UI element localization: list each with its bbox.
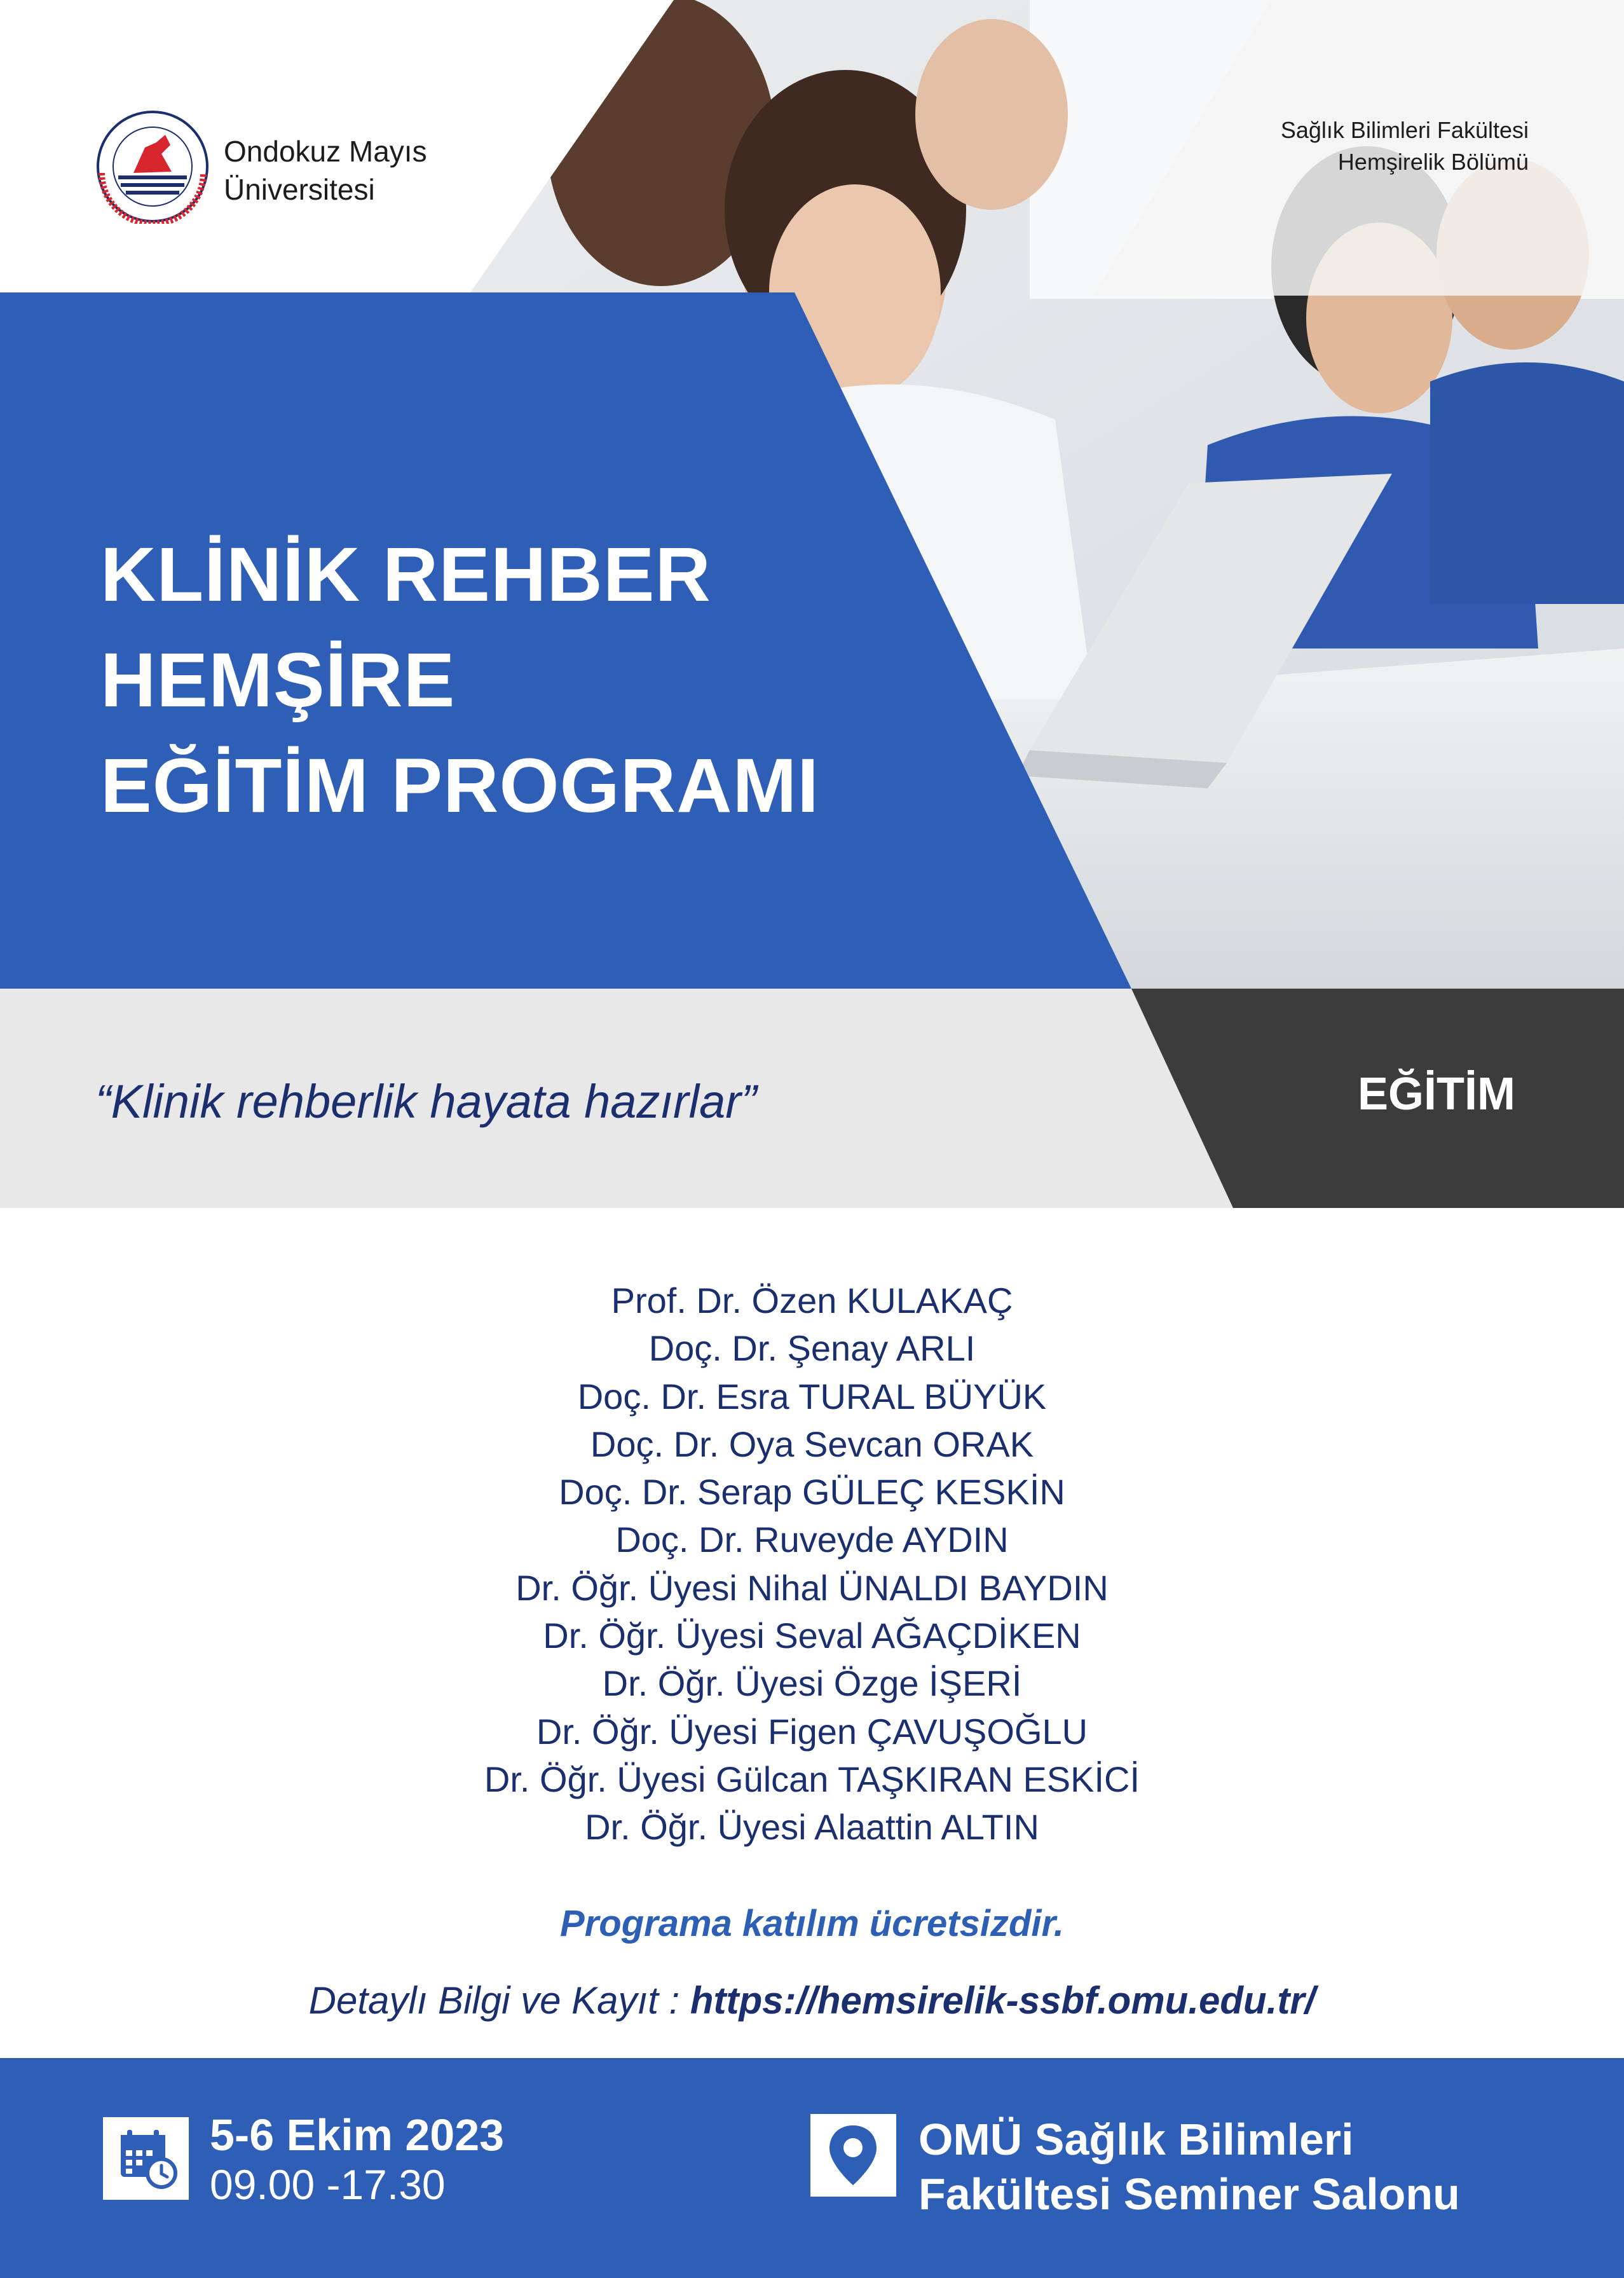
lecturer-item: Doç. Dr. Esra TURAL BÜYÜK <box>577 1376 1047 1417</box>
registration-link[interactable]: https://hemsirelik-ssbf.omu.edu.tr/ <box>690 1979 1316 2022</box>
lecturer-item: Dr. Öğr. Üyesi Gülcan TAŞKIRAN ESKİCİ <box>484 1759 1140 1799</box>
lecturer-item: Doç. Dr. Serap GÜLEÇ KESKİN <box>559 1472 1065 1513</box>
category-tag: EĞİTİM <box>1358 1069 1515 1120</box>
title-line3: EĞİTİM PROGRAMI <box>100 742 819 828</box>
registration-info <box>0 1979 1624 2022</box>
title-line2: HEMŞİRE <box>100 636 456 723</box>
lecturer-item: Dr. Öğr. Üyesi Özge İŞERİ <box>602 1663 1022 1704</box>
university-seal-icon <box>95 109 210 224</box>
university-name <box>224 132 427 209</box>
location-pin-icon <box>810 2114 896 2197</box>
lecturer-item: Doç. Dr. Oya Sevcan ORAK <box>590 1424 1034 1464</box>
lecturer-item: Doç. Dr. Şenay ARLI <box>648 1328 976 1369</box>
event-location-line2: Fakültesi Seminer Salonu <box>918 2169 1460 2219</box>
lecturer-item: Dr. Öğr. Üyesi Seval AĞAÇDİKEN <box>543 1616 1081 1656</box>
event-time: 09.00 -17.30 <box>210 2161 446 2208</box>
university-name-line2: Üniversitesi <box>224 173 375 206</box>
faculty-name <box>1281 114 1529 178</box>
free-participation-note: Programa katılım ücretsizdir. <box>560 1903 1064 1944</box>
faculty-line1: Sağlık Bilimleri Fakültesi <box>1280 117 1529 143</box>
university-name-line1: Ondokuz Mayıs <box>224 135 427 168</box>
event-location-line1: OMÜ Sağlık Bilimleri <box>918 2115 1354 2164</box>
lecturer-item: Dr. Öğr. Üyesi Figen ÇAVUŞOĞLU <box>536 1711 1088 1752</box>
faculty-line2: Hemşirelik Bölümü <box>1337 149 1529 175</box>
lecturer-item: Doç. Dr. Ruveyde AYDIN <box>615 1520 1009 1560</box>
event-date: 5-6 Ekim 2023 <box>210 2110 505 2160</box>
title-line1: KLİNİK REHBER <box>100 531 711 617</box>
lecturer-list <box>0 1277 1624 1851</box>
event-location <box>918 2112 1460 2221</box>
lecturer-item: Dr. Öğr. Üyesi Nihal ÜNALDI BAYDIN <box>515 1567 1109 1608</box>
lecturer-item: Dr. Öğr. Üyesi Alaattin ALTIN <box>585 1807 1039 1848</box>
lecturer-item: Prof. Dr. Özen KULAKAÇ <box>611 1280 1013 1321</box>
slogan: “Klinik rehberlik hayata hazırlar” <box>95 1075 757 1128</box>
registration-label: Detaylı Bilgi ve Kayıt : <box>308 1979 690 2022</box>
program-title <box>100 521 819 838</box>
calendar-clock-icon <box>103 2117 189 2200</box>
